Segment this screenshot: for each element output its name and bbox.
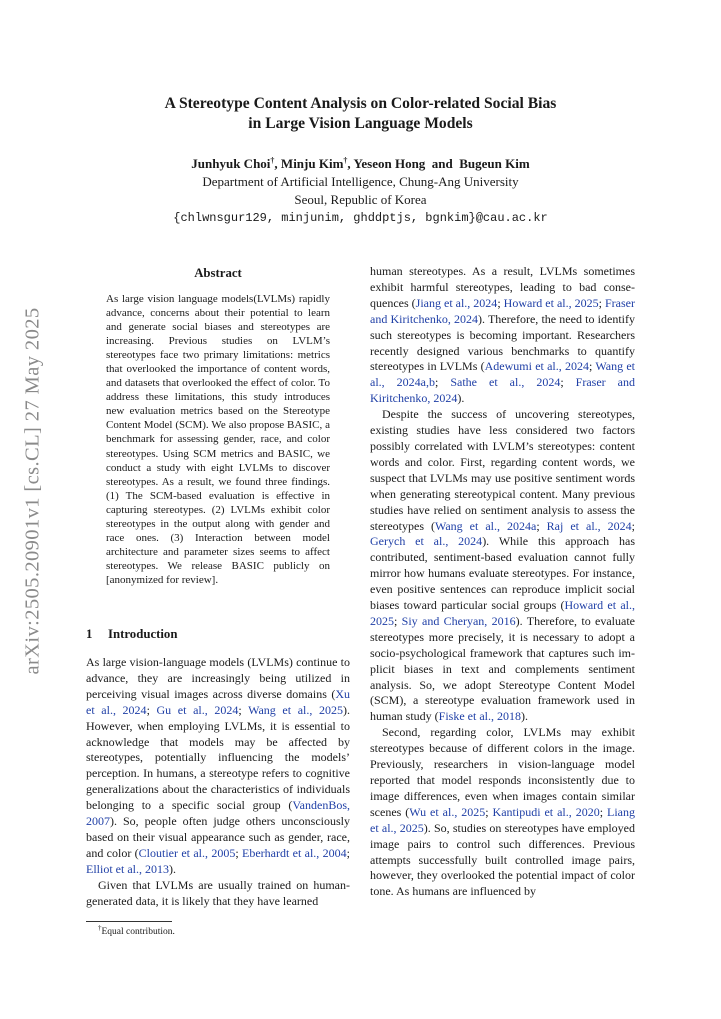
citation-link[interactable]: Fiske et al., 2018 bbox=[438, 709, 521, 724]
footnote: †Equal contribution. bbox=[98, 924, 175, 937]
arxiv-identifier: arXiv:2505.20901v1 [cs.CL] 27 May 2025 bbox=[21, 307, 44, 675]
citation-link[interactable]: Cloutier et al., 2005 bbox=[138, 845, 236, 860]
paragraph: Despite the success of uncovering stereotypes, existing studies have less considered two factors possibly correlated with LVLM’s stereotypes: content words and color. First, regarding content words, we suspect that LVLMs may use positive sentiment words when generating stereotypical content. Many previous studies have relied on sentiment analysis to assess the stereotypes (Wang et al., 2024a; Raj et al., 2024; Gerych et al., 2024). While this approach has contributed, sentiment-based evaluation cannot fully mirror how humans evaluate stereotypes. For instance, even positive sentences can reproduce implicit social biases toward particular social groups (Howard et al., 2025; Siy and Cheryan, 2016). Therefore, to evaluate stereotypes more precisely, it is necessary to adopt a socio-psychological framework that captures such implicit biases in text and complements sentiment analysis. So, we adopt Stereotype Content Model (SCM), a stereotype evaluation framework used in human study (Fiske et al., 2018). bbox=[370, 407, 635, 724]
citation-link[interactable]: Wang et al., 2024a,b bbox=[370, 359, 635, 390]
citation-link[interactable]: Adewumi et al., 2024 bbox=[484, 359, 590, 374]
citation-link[interactable]: Raj et al., 2024 bbox=[546, 518, 632, 533]
citation-link[interactable]: Howard et al., 2025 bbox=[370, 598, 635, 628]
author-block bbox=[0, 155, 721, 227]
intro-left-column bbox=[86, 655, 350, 910]
paragraph: human stereotypes. As a result, LVLMs sometimes exhibit harmful stereotypes, leading to bad consequences (Jiang et al., 2024; Howard et al., 2025; Fraser and Kiritchenko, 2024). Therefore, the need to identify such stereotypes is becoming important. Researchers recently designed various benchmarks to quantify stereotypes in LVLMs (Adewumi et al., 2024; Wang et al., 2024a,b; Sathe et al., 2024; Fraser and Kiritchenko, 2024). bbox=[370, 264, 635, 406]
citation-link[interactable]: Wang et al., 2025 bbox=[248, 702, 343, 717]
citation-link[interactable]: VandenBos, 2007 bbox=[86, 798, 350, 829]
citation-link[interactable]: Sathe et al., 2024 bbox=[450, 375, 561, 390]
citation-link[interactable]: Kantipudi et al., 2020 bbox=[492, 804, 600, 819]
citation-link[interactable]: Siy and Cheryan, 2016 bbox=[401, 613, 516, 628]
citation-link[interactable]: Wu et al., 2025 bbox=[409, 804, 486, 819]
citation-link[interactable]: Wang et al., 2024a bbox=[434, 518, 537, 533]
citation-link[interactable]: Gu et al., 2024 bbox=[156, 702, 239, 717]
paper-title: A Stereotype Content Analysis on Color-related Social Bias in Large Vision Language Models bbox=[164, 95, 557, 132]
email-list: {chlwnsgur129, minjunim, ghddptjs, bgnkim}@cau.ac.kr bbox=[173, 211, 548, 225]
citation-link[interactable]: Fraser and Kiritchenko, 2024 bbox=[370, 295, 635, 326]
citation-link[interactable]: Xu et al., 2024 bbox=[86, 686, 350, 717]
citation-link[interactable]: Eberhardt et al., 2004 bbox=[242, 845, 347, 860]
citation-link[interactable]: Jiang et al., 2024 bbox=[415, 295, 498, 310]
citation-link[interactable]: Gerych et al., 2024 bbox=[370, 534, 483, 549]
citation-link[interactable]: Elliot et al., 2013 bbox=[86, 861, 169, 876]
abstract-heading: Abstract bbox=[194, 266, 242, 280]
intro-right-column bbox=[370, 264, 635, 900]
citation-link[interactable]: Fraser and Kiritchenko, 2024 bbox=[370, 375, 635, 406]
author-names: Junhyuk Choi†, Minju Kim†, Yeseon Hong and Bugeun Kim bbox=[191, 156, 530, 171]
paragraph: Second, regarding color, LVLMs may exhibit stereotypes because of different colors in the image. Previously, researchers in vision-language model reported that model responds inconsistently due to image differences, even when images contain similar scenes (Wu et al., 2025; Kantipudi et al., 2020; Liang et al., 2025). So, studies on stereotypes have employed image pairs to control such differences. Previous attempts successfully built controlled image pairs, however, they overlooked the potential impact of color tone. As humans are influenced by bbox=[370, 725, 635, 899]
citation-link[interactable]: Liang et al., 2025 bbox=[370, 804, 635, 835]
paragraph: Given that LVLMs are usually trained on human-generated data, it is likely that they have learned bbox=[86, 877, 350, 908]
footnote-rule bbox=[86, 921, 172, 922]
abstract-text: As large vision language models(LVLMs) rapidly advance, concerns about their potential to learn and generate social biases and stereotypes are increasing. Previous studies on LVLM’s stereotypes face two primary limitations: metrics that overlooked the importance of content words, and datasets that overlooked the effect of color. To address these limitations, this study introduces new evaluation metrics based on the Stereotype Content Model (SCM). We also propose BASIC, a benchmark for assessing gender, race, and color stereotypes. Using SCM metrics and BASIC, we conduct a study with eight LVLMs to discover stereotypes. As a result, we found three findings. (1) The SCM-based evaluation is effective in capturing stereotypes. (2) LVLMs exhibit color stereotypes in the output along with gender and race ones. (3) Interaction between model architecture and parameter sizes seems to affect stereotypes. We release BASIC publicly on [anonymized for review]. bbox=[106, 293, 330, 586]
location: Seoul, Republic of Korea bbox=[294, 192, 427, 207]
paragraph: As large vision-language models (LVLMs) continue to advance, they are increasingly being utilized in perceiving visual images across diverse domains (Xu et al., 2024; Gu et al., 2024; Wang et al., 2025). However, when employing LVLMs, it is essential to acknowledge that models may be affected by stereotypes, potentially influencing the models’ perception. In humans, a stereotype refers to cognitive generalizations about the characteristics of individuals belonging to a specific social group (VandenBos, 2007). So, people often judge others unconsciously based on their visual appearance such as gender, race, and color (Cloutier et al., 2005; Eberhardt et al., 2004; Elliot et al., 2013). bbox=[86, 655, 350, 876]
section-heading-introduction: 1 Introduction bbox=[86, 627, 178, 641]
citation-link[interactable]: Howard et al., 2025 bbox=[503, 295, 599, 310]
affiliation: Department of Artificial Intelligence, Chung-Ang University bbox=[202, 174, 519, 189]
